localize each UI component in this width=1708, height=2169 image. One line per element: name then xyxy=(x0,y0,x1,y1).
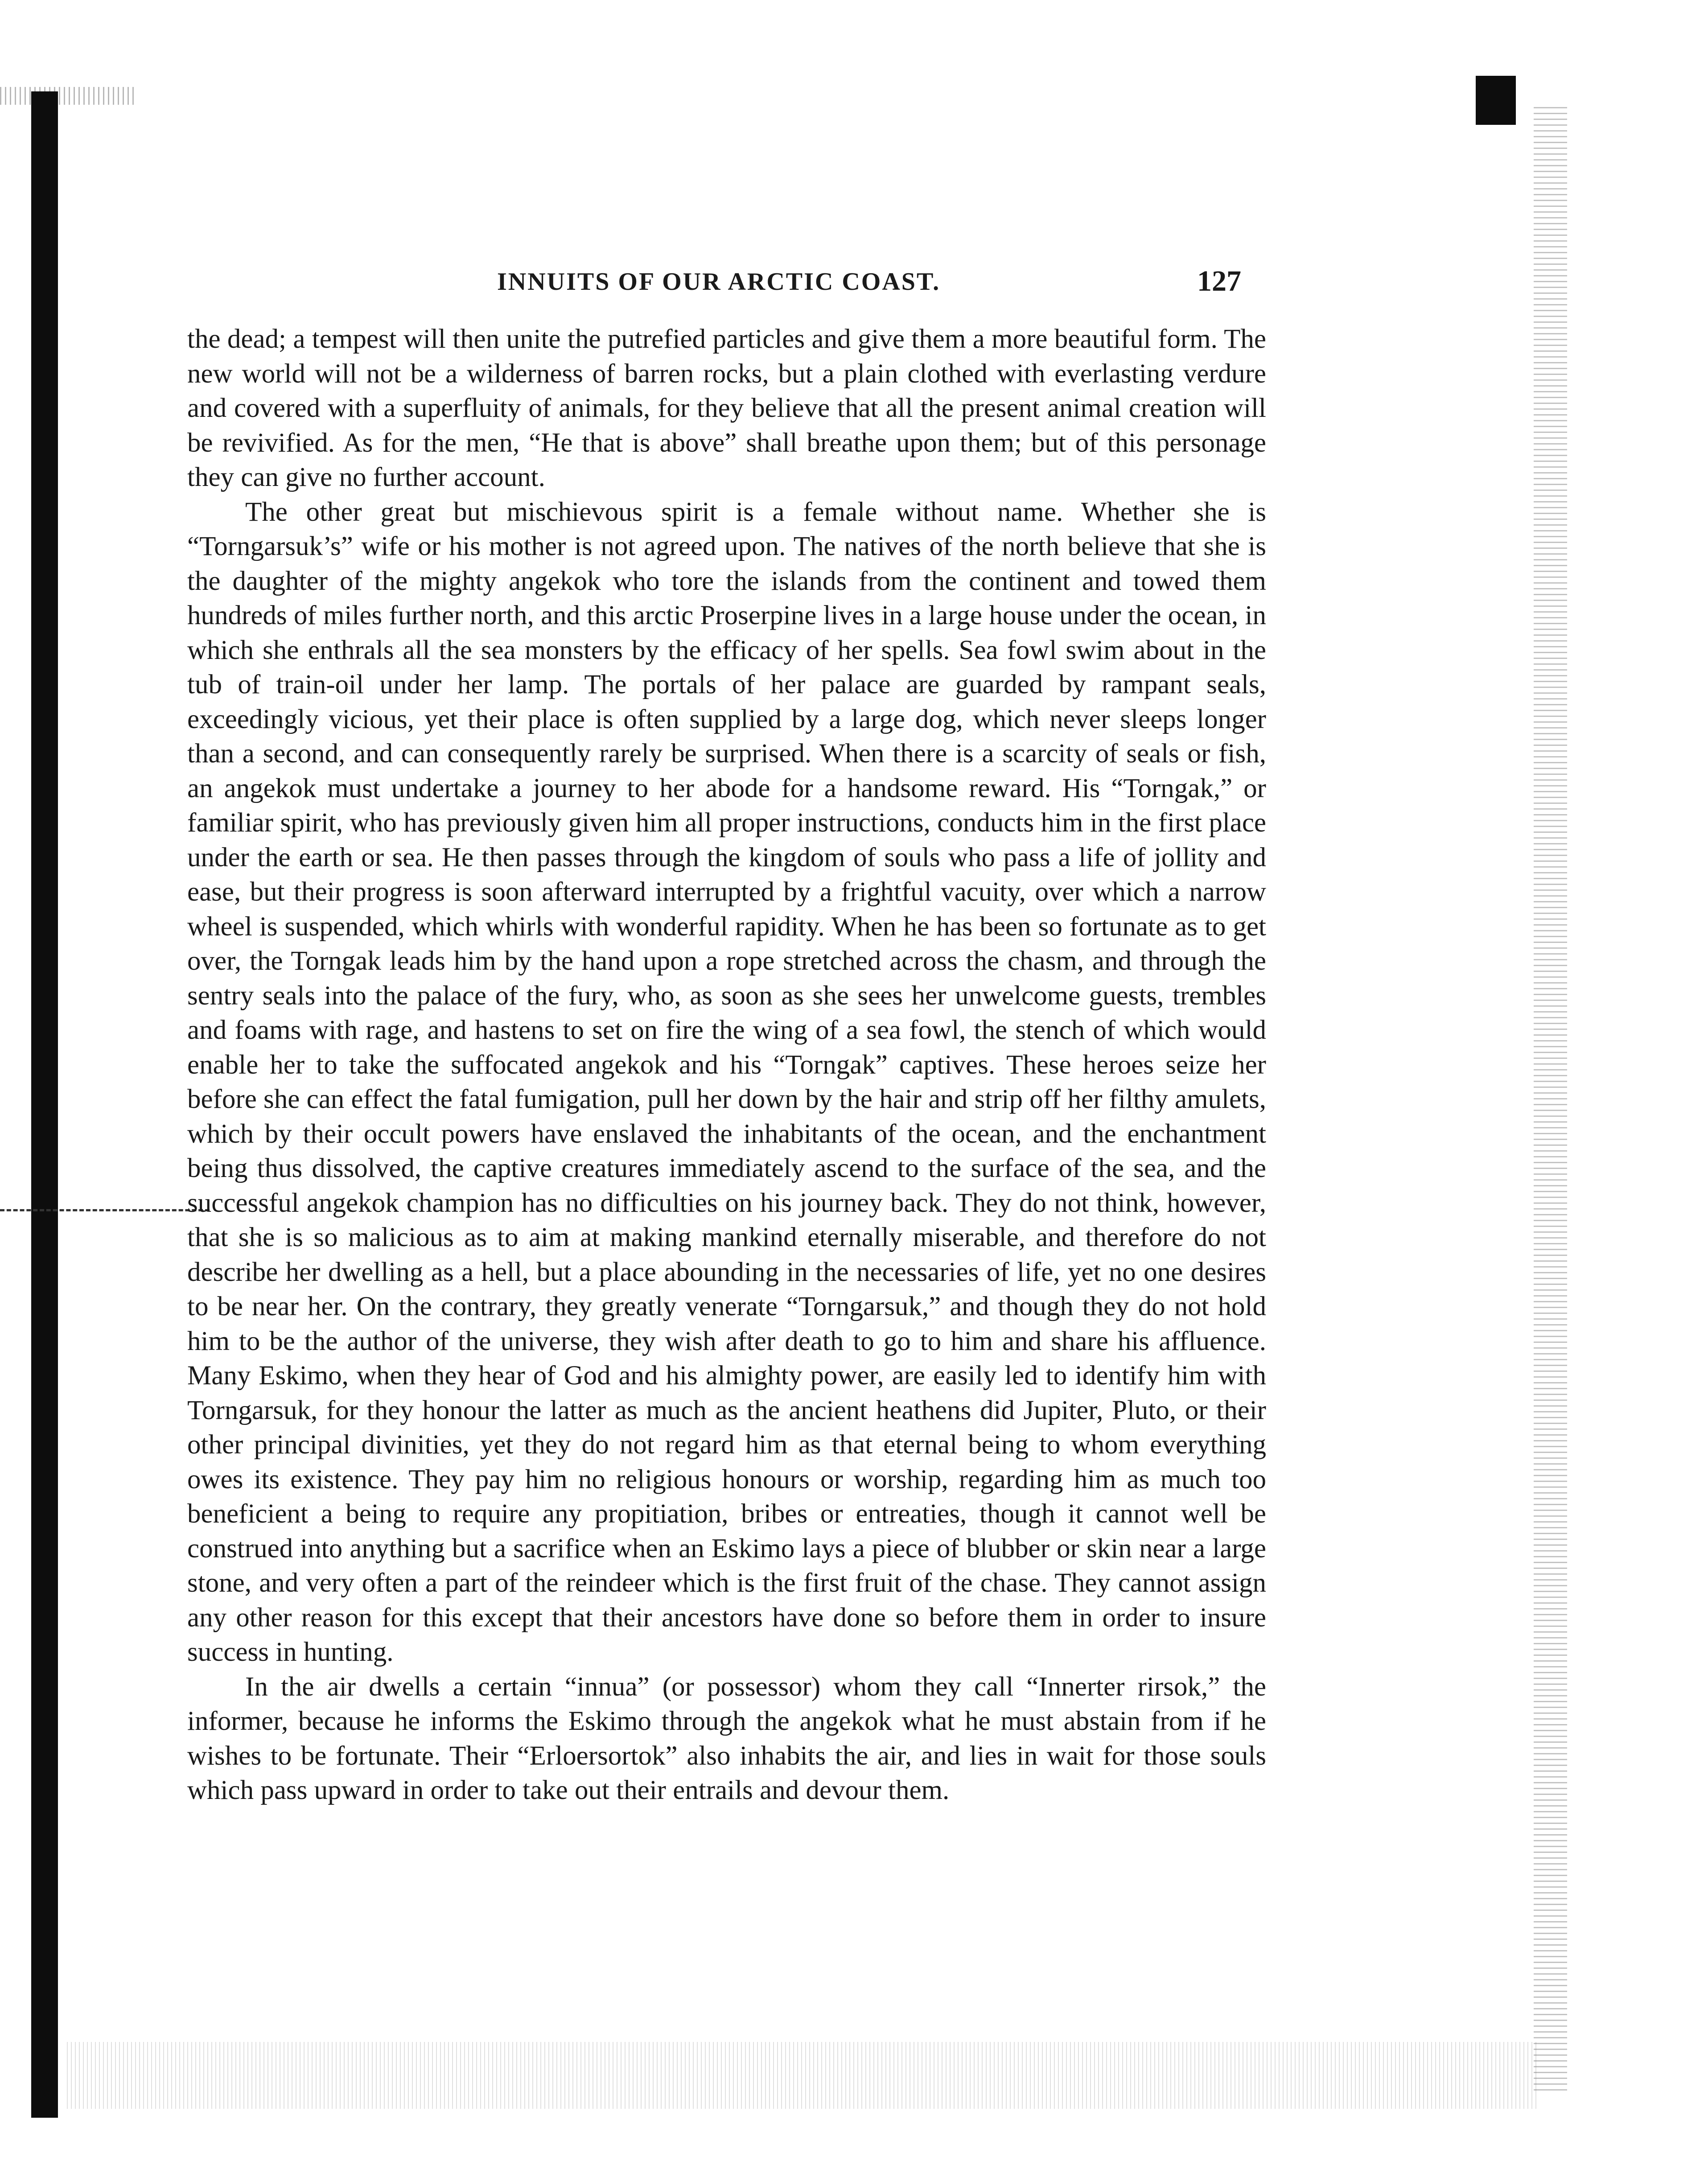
scan-corner-mark xyxy=(1476,76,1516,125)
running-head: INNUITS OF OUR ARCTIC COAST. xyxy=(497,268,941,296)
scan-binding-shadow xyxy=(31,91,58,2118)
paragraph: In the air dwells a certain “innua” (or possessor) whom they call “Innerter rirsok,” the informer, because he informs the Eskimo through the angekok what he must abstain from if he wishes to be fortunate. Their “Erloersortok” also inhabits the air, and lies in wait for those souls which pass upward in order to take out their entrails and devour them. xyxy=(187,1671,1266,1805)
page-number: 127 xyxy=(1197,265,1241,297)
page-body xyxy=(187,322,1266,1808)
paragraph: The other great but mischievous spirit is a female without name. Whether she is “Torngarsuk’s” wife or his mother is not agreed upon. The natives of the north believe that she is the daughter of the mighty angekok who tore the islands from the continent and towed them hundreds of miles further north, and this arctic Proserpine lives in a large house under the ocean, in which she enthrals all the sea monsters by the efficacy of her spells. Sea fowl swim about in the tub of train-oil under her lamp. The portals of her palace are guarded by rampant seals, exceedingly vicious, yet their place is often supplied by a large dog, which never sleeps longer than a second, and can consequently rarely be surprised. When there is a scarcity of seals or fish, an angekok must undertake a journey to her abode for a handsome reward. His “Torngak,” or familiar spirit, who has previously given him all proper instructions, conducts him in the first place under the earth or sea. He then passes through the kingdom of souls who pass a life of jollity and ease, but their progress is soon afterward interrupted by a frightful vacuity, over which a narrow wheel is suspended, which whirls with wonderful rapidity. When he has been so fortunate as to get over, the Torngak leads him by the hand upon a rope stretched across the chasm, and through the sentry seals into the palace of the fury, who, as soon as she sees her unwelcome guests, trembles and foams with rage, and hastens to set on fire the wing of a sea fowl, the stench of which would enable her to take the suffocated angekok and his “Torngak” captives. These heroes seize her before she can effect the fatal fumigation, pull her down by the hair and strip off her filthy amulets, which by their occult powers have enslaved the inhabitants of the ocean, and the enchantment being thus dissolved, the captive creatures immediately ascend to the surface of the sea, and the successful angekok champion has no difficulties on his journey back. They do not think, however, that she is so malicious as to aim at making mankind eternally miserable, and therefore do not describe her dwelling as a hell, but a place abounding in the necessaries of life, yet no one desires to be near her. On the contrary, they greatly venerate “Torngarsuk,” and though they do not hold him to be the author of the universe, they wish after death to go to him and share his affluence. Many Eskimo, when they hear of God and his almighty power, are easily led to identify him with Torngarsuk, for they honour the latter as much as the ancient heathens did Jupiter, Pluto, or their other principal divinities, yet they do not regard him as that eternal being to whom everything owes its existence. They pay him no religious honours or worship, regarding him as much too beneficient a being to require any propitiation, bribes or entreaties, though it cannot well be construed into anything but a sacrifice when an Eskimo lays a piece of blubber or skin near a large stone, and very often a part of the reindeer which is the first fruit of the chase. They cannot assign any other reason for this except that their ancestors have done so before them in order to insure success in hunting. xyxy=(187,497,1267,1667)
scan-edge-noise-right xyxy=(1534,107,1567,2091)
margin-rule xyxy=(0,1209,210,1211)
paragraph: the dead; a tempest will then unite the putrefied particles and give them a more beautiful form. The new world will not be a wilderness of barren rocks, but a plain clothed with everlasting verdure and covered with a superfluity of animals, for they believe that all the present animal creation will be revivified. As for the men, “He that is above” shall breathe upon them; but of this personage they can give no further account. xyxy=(187,324,1266,492)
scan-edge-noise-bottom xyxy=(67,2042,1538,2109)
scan-edge-noise-top xyxy=(0,87,134,105)
